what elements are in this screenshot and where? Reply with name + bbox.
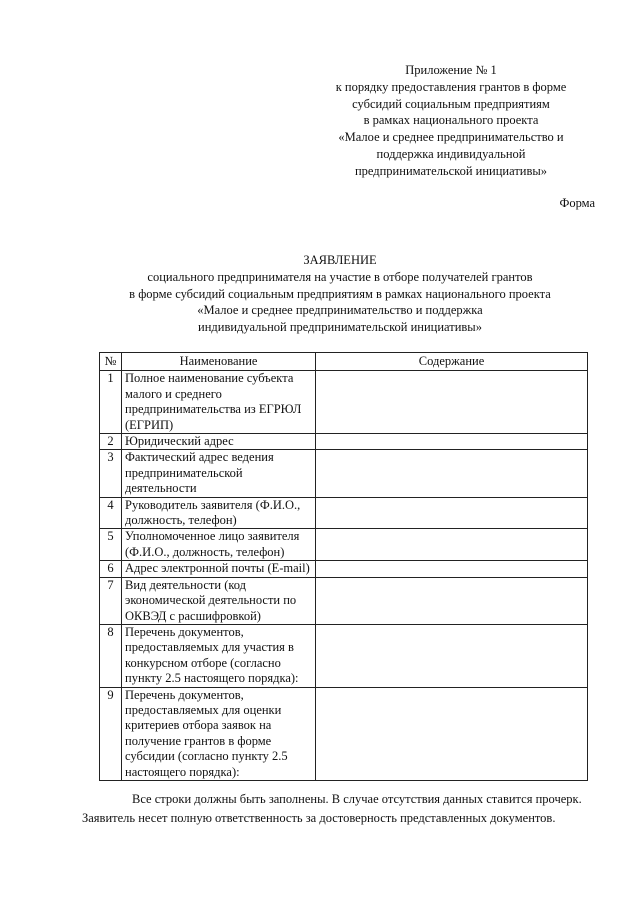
row-content-cell[interactable] bbox=[316, 450, 588, 497]
row-number: 7 bbox=[100, 577, 122, 624]
table-row bbox=[100, 561, 588, 577]
row-content-cell[interactable] bbox=[316, 529, 588, 561]
title-line: индивидуальной предпринимательской инициативы» bbox=[198, 320, 482, 335]
form-label: Форма bbox=[559, 196, 595, 210]
title-line: социального предпринимателя на участие в отборе получателей грантов bbox=[147, 269, 533, 284]
appendix-line: поддержка индивидуальной bbox=[376, 146, 526, 161]
appendix-line: «Малое и среднее предпринимательство и bbox=[338, 130, 564, 145]
table-row bbox=[100, 624, 588, 687]
header-content: Содержание bbox=[316, 353, 588, 371]
table-row bbox=[100, 450, 588, 497]
row-name: Адрес электронной почты (E-mail) bbox=[122, 561, 316, 577]
row-name: Перечень документов, предоставляемых для участия в конкурсном отборе (согласно пункту 2.5 настоящего порядка): bbox=[122, 624, 316, 687]
table-row bbox=[100, 497, 588, 529]
table-row bbox=[100, 529, 588, 561]
appendix-header bbox=[300, 62, 602, 180]
row-content-cell[interactable] bbox=[316, 687, 588, 780]
row-content-cell[interactable] bbox=[316, 434, 588, 450]
row-number: 8 bbox=[100, 624, 122, 687]
row-content-cell[interactable] bbox=[316, 497, 588, 529]
row-name: Руководитель заявителя (Ф.И.О., должность, телефон) bbox=[122, 497, 316, 529]
appendix-line: субсидий социальным предприятиям bbox=[352, 96, 550, 111]
footnote-line: Заявитель несет полную ответственность за достоверность представленных документов. bbox=[82, 811, 556, 825]
header-name: Наименование bbox=[122, 353, 316, 371]
row-content-cell[interactable] bbox=[316, 577, 588, 624]
table-row bbox=[100, 687, 588, 780]
row-number: 1 bbox=[100, 371, 122, 434]
row-number: 2 bbox=[100, 434, 122, 450]
appendix-line: к порядку предоставления грантов в форме bbox=[335, 79, 567, 94]
row-name: Полное наименование субъекта малого и среднего предпринимательства из ЕГРЮЛ (ЕГРИП) bbox=[122, 371, 316, 434]
row-number: 5 bbox=[100, 529, 122, 561]
row-number: 6 bbox=[100, 561, 122, 577]
row-number: 9 bbox=[100, 687, 122, 780]
table-row bbox=[100, 434, 588, 450]
appendix-line: предпринимательской инициативы» bbox=[354, 163, 548, 178]
application-table bbox=[99, 352, 588, 781]
row-number: 3 bbox=[100, 450, 122, 497]
table-row bbox=[100, 577, 588, 624]
table-header-row bbox=[100, 353, 588, 371]
appendix-line: в рамках национального проекта bbox=[363, 113, 539, 128]
title-heading: ЗАЯВЛЕНИЕ bbox=[303, 253, 377, 267]
row-content-cell[interactable] bbox=[316, 371, 588, 434]
row-content-cell[interactable] bbox=[316, 624, 588, 687]
row-number: 4 bbox=[100, 497, 122, 529]
footnote-line: Все строки должны быть заполнены. В случае отсутствия данных ставится прочерк. bbox=[132, 792, 582, 806]
row-name: Перечень документов, предоставляемых для оценки критериев отбора заявок на получение грантов в форме субсидии (согласно пункту 2.5 настоящего порядка): bbox=[122, 687, 316, 780]
row-name: Фактический адрес ведения предпринимательской деятельности bbox=[122, 450, 316, 497]
title-line: в форме субсидий социальным предприятиям в рамках национального проекта bbox=[129, 286, 551, 301]
table-row bbox=[100, 371, 588, 434]
appendix-line: Приложение № 1 bbox=[405, 63, 497, 77]
row-content-cell[interactable] bbox=[316, 561, 588, 577]
title-line: «Малое и среднее предпринимательство и поддержка bbox=[197, 303, 483, 318]
footnote bbox=[60, 790, 610, 828]
document-title bbox=[60, 252, 620, 336]
header-number: № bbox=[100, 353, 122, 371]
row-name: Вид деятельности (код экономической деятельности по ОКВЭД с расшифровкой) bbox=[122, 577, 316, 624]
row-name: Юридический адрес bbox=[122, 434, 316, 450]
row-name: Уполномоченное лицо заявителя (Ф.И.О., должность, телефон) bbox=[122, 529, 316, 561]
